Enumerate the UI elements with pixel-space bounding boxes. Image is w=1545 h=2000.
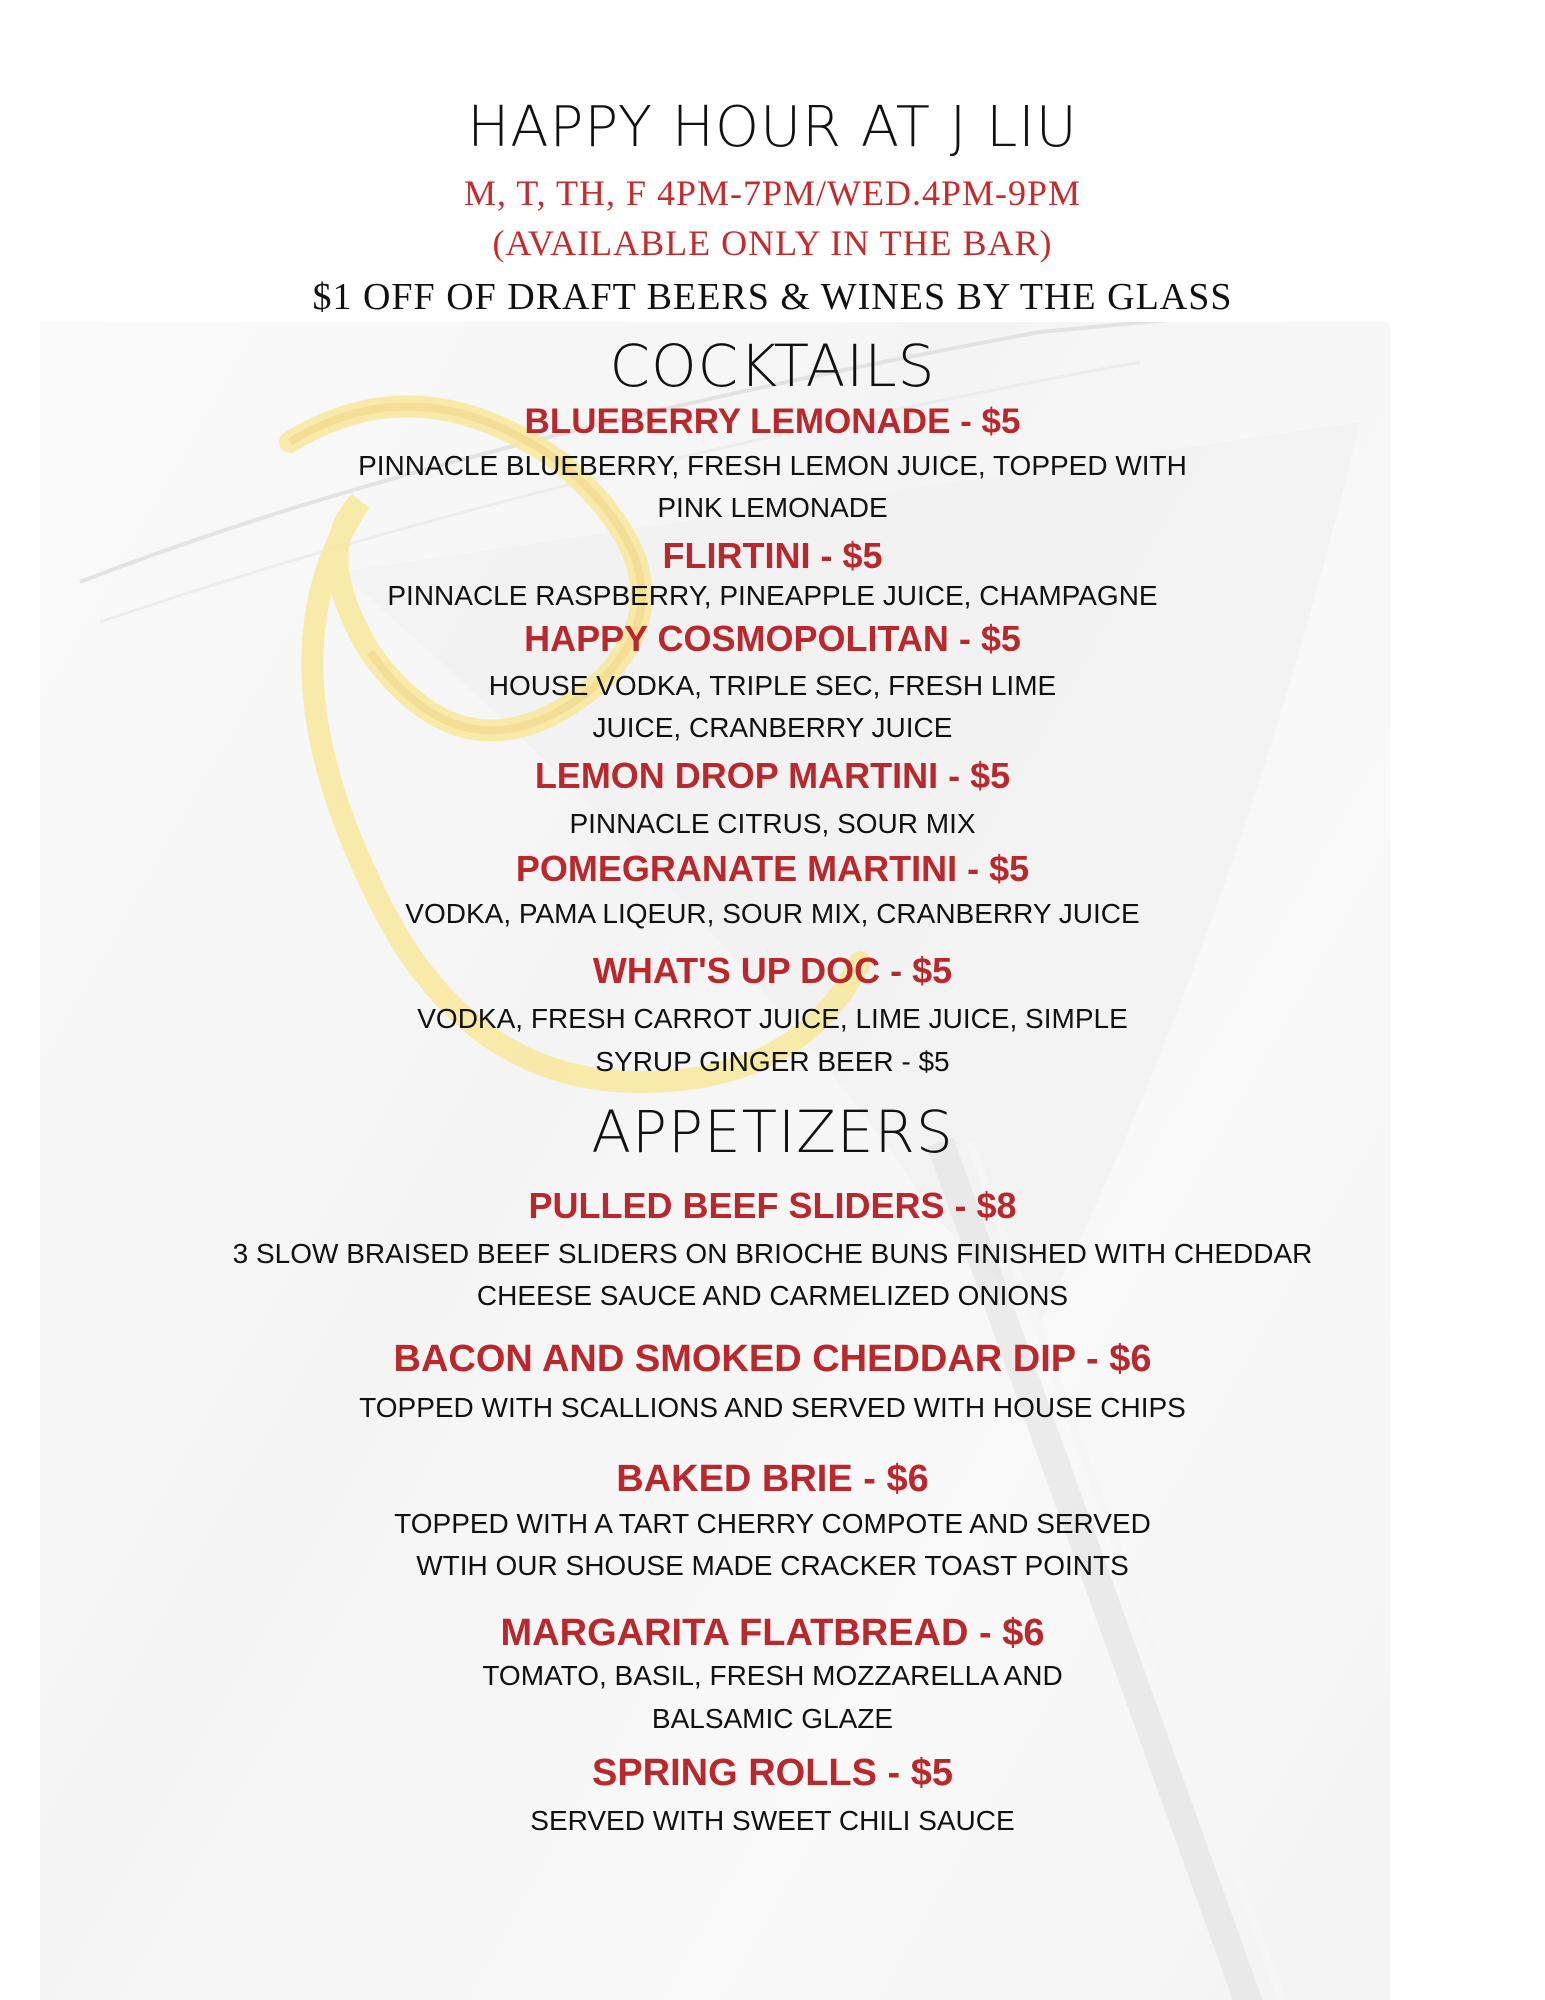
menu-item-desc: SERVED WITH SWEET CHILI SAUCE: [530, 1805, 1015, 1836]
menu-item-desc: JUICE, CRANBERRY JUICE: [592, 712, 953, 743]
menu-item-name: HAPPY COSMOPOLITAN - $5: [524, 618, 1021, 659]
happy-hour-times: M, T, TH, F 4PM-7PM/WED.4PM-9PM: [463, 173, 1082, 213]
menu-item-name: PULLED BEEF SLIDERS - $8: [528, 1185, 1017, 1226]
menu-item-name: FLIRTINI - $5: [662, 535, 883, 576]
availability-note: (AVAILABLE ONLY IN THE BAR): [492, 223, 1053, 263]
menu-item-name: BAKED BRIE - $6: [616, 1458, 929, 1500]
menu-item-desc: BALSAMIC GLAZE: [651, 1703, 894, 1734]
discount-note: $1 OFF OF DRAFT BEERS & WINES BY THE GLASS: [312, 276, 1233, 318]
menu-item-desc: PINK LEMONADE: [657, 492, 888, 523]
menu-item-desc: VODKA, FRESH CARROT JUICE, LIME JUICE, SIMPLE: [417, 1003, 1128, 1034]
menu-item-desc: PINNACLE CITRUS, SOUR MIX: [569, 808, 976, 839]
menu-item-desc: CHEESE SAUCE AND CARMELIZED ONIONS: [476, 1280, 1069, 1311]
menu-item-name: POMEGRANATE MARTINI - $5: [515, 848, 1030, 889]
menu-item-desc: TOPPED WITH A TART CHERRY COMPOTE AND SERVED: [394, 1508, 1151, 1539]
menu-item-desc: PINNACLE RASPBERRY, PINEAPPLE JUICE, CHAMPAGNE: [387, 580, 1158, 611]
menu-item-name: BLUEBERRY LEMONADE - $5: [524, 402, 1021, 441]
menu-item-desc: WTIH OUR SHOUSE MADE CRACKER TOAST POINTS: [416, 1550, 1129, 1581]
menu-item-desc: TOMATO, BASIL, FRESH MOZZARELLA AND: [482, 1660, 1063, 1691]
menu-item-desc: TOPPED WITH SCALLIONS AND SERVED WITH HOUSE CHIPS: [359, 1392, 1186, 1423]
menu-item-name: MARGARITA FLATBREAD - $6: [500, 1612, 1045, 1654]
menu-title: HAPPY HOUR AT J LIU: [467, 95, 1078, 160]
menu-item-desc: PINNACLE BLUEBERRY, FRESH LEMON JUICE, TOPPED WITH: [358, 450, 1187, 481]
menu-item-name: BACON AND SMOKED CHEDDAR DIP - $6: [393, 1338, 1152, 1380]
menu-item-desc: HOUSE VODKA, TRIPLE SEC, FRESH LIME: [488, 670, 1057, 701]
menu-item-desc: VODKA, PAMA LIQEUR, SOUR MIX, CRANBERRY JUICE: [405, 898, 1140, 929]
menu-item-desc: 3 SLOW BRAISED BEEF SLIDERS ON BRIOCHE BUNS FINISHED WITH CHEDDAR: [232, 1238, 1313, 1269]
menu-item-name: LEMON DROP MARTINI - $5: [534, 755, 1011, 796]
menu-item-name: WHAT'S UP DOC - $5: [592, 950, 953, 991]
menu-item-desc: SYRUP GINGER BEER - $5: [595, 1046, 950, 1077]
appetizers-heading: APPETIZERS: [591, 1098, 954, 1166]
cocktails-heading: COCKTAILS: [609, 332, 936, 400]
menu-item-name: SPRING ROLLS - $5: [591, 1752, 954, 1794]
